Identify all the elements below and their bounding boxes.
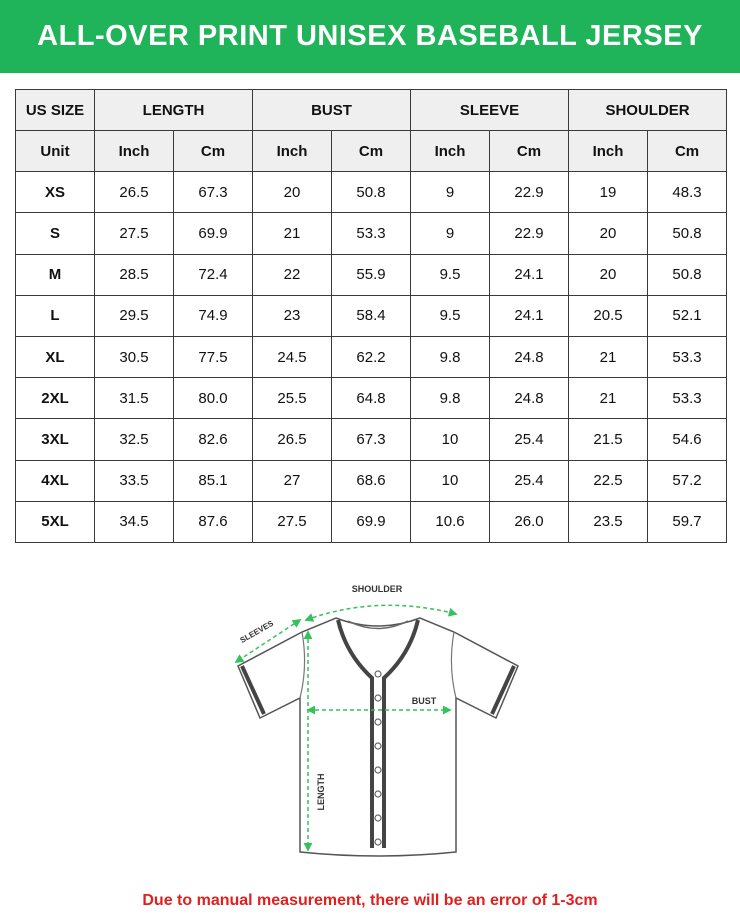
- size-chart-table: [15, 89, 727, 543]
- measurement-cell: 69.9: [332, 501, 411, 542]
- measurement-cell: 52.1: [648, 295, 727, 336]
- measurement-cell: 9: [411, 172, 490, 213]
- measurement-cell: 53.3: [332, 213, 411, 254]
- measurement-cell: 68.6: [332, 460, 411, 501]
- size-row: [16, 254, 727, 295]
- measurement-cell: 72.4: [174, 254, 253, 295]
- measurement-cell: 9.8: [411, 378, 490, 419]
- measurement-cell: 80.0: [174, 378, 253, 419]
- measurement-cell: 22.9: [490, 172, 569, 213]
- measurement-cell: 10.6: [411, 501, 490, 542]
- measurement-cell: 9: [411, 213, 490, 254]
- measurement-cell: 26.0: [490, 501, 569, 542]
- measurement-cell: 26.5: [253, 419, 332, 460]
- unit-header: Cm: [174, 131, 253, 172]
- measurement-cell: 20: [569, 254, 648, 295]
- size-row: [16, 172, 727, 213]
- measurement-cell: 23.5: [569, 501, 648, 542]
- header-sleeve: SLEEVE: [411, 90, 569, 131]
- measurement-cell: 10: [411, 460, 490, 501]
- measurement-cell: 67.3: [332, 419, 411, 460]
- length-label: LENGTH: [316, 773, 326, 811]
- unit-header: Inch: [411, 131, 490, 172]
- measurement-cell: 31.5: [95, 378, 174, 419]
- measurement-cell: 9.5: [411, 254, 490, 295]
- measurement-cell: 50.8: [332, 172, 411, 213]
- unit-header-row: [16, 131, 727, 172]
- measurement-cell: 24.5: [253, 336, 332, 377]
- size-label-cell: XS: [16, 172, 95, 213]
- size-row: [16, 295, 727, 336]
- header-length: LENGTH: [95, 90, 253, 131]
- shoulder-measure-line: [306, 605, 456, 620]
- measurement-cell: 62.2: [332, 336, 411, 377]
- size-label-cell: 5XL: [16, 501, 95, 542]
- measurement-cell: 24.8: [490, 378, 569, 419]
- measurement-cell: 28.5: [95, 254, 174, 295]
- header-shoulder: SHOULDER: [569, 90, 727, 131]
- header-bust: BUST: [253, 90, 411, 131]
- measurement-cell: 77.5: [174, 336, 253, 377]
- measurement-cell: 21: [569, 378, 648, 419]
- measurement-cell: 24.1: [490, 254, 569, 295]
- measurement-cell: 53.3: [648, 336, 727, 377]
- measurement-cell: 87.6: [174, 501, 253, 542]
- measurement-cell: 27.5: [253, 501, 332, 542]
- measurement-error-note: Due to manual measurement, there will be an error of 1-3cm: [142, 892, 598, 909]
- measurement-cell: 20: [569, 213, 648, 254]
- measurement-cell: 23: [253, 295, 332, 336]
- measurement-cell: 69.9: [174, 213, 253, 254]
- size-row: [16, 419, 727, 460]
- measurement-cell: 10: [411, 419, 490, 460]
- measurement-cell: 82.6: [174, 419, 253, 460]
- measurement-cell: 55.9: [332, 254, 411, 295]
- measurement-cell: 26.5: [95, 172, 174, 213]
- measurement-cell: 27.5: [95, 213, 174, 254]
- size-row: [16, 378, 727, 419]
- measurement-cell: 20: [253, 172, 332, 213]
- page-title: ALL-OVER PRINT UNISEX BASEBALL JERSEY: [37, 20, 703, 52]
- size-row: [16, 460, 727, 501]
- measurement-cell: 30.5: [95, 336, 174, 377]
- jersey-measurement-diagram: [220, 574, 530, 869]
- measurement-cell: 32.5: [95, 419, 174, 460]
- measurement-cell: 22.9: [490, 213, 569, 254]
- measurement-cell: 27: [253, 460, 332, 501]
- measurement-cell: 50.8: [648, 254, 727, 295]
- measurement-cell: 19: [569, 172, 648, 213]
- measurement-cell: 59.7: [648, 501, 727, 542]
- unit-header: Cm: [332, 131, 411, 172]
- measurement-cell: 22: [253, 254, 332, 295]
- measurement-cell: 21: [569, 336, 648, 377]
- measurement-cell: 21.5: [569, 419, 648, 460]
- measurement-cell: 29.5: [95, 295, 174, 336]
- size-label-cell: S: [16, 213, 95, 254]
- measurement-cell: 64.8: [332, 378, 411, 419]
- measurement-cell: 9.8: [411, 336, 490, 377]
- sleeves-label: SLEEVES: [238, 618, 275, 645]
- bust-label: BUST: [411, 696, 437, 706]
- measurement-cell: 25.4: [490, 419, 569, 460]
- measurement-cell: 85.1: [174, 460, 253, 501]
- measurement-cell: 67.3: [174, 172, 253, 213]
- measurement-cell: 21: [253, 213, 332, 254]
- size-label-cell: 4XL: [16, 460, 95, 501]
- size-label-cell: 2XL: [16, 378, 95, 419]
- title-banner: [0, 0, 740, 73]
- measurement-cell: 33.5: [95, 460, 174, 501]
- size-label-cell: L: [16, 295, 95, 336]
- size-label-cell: M: [16, 254, 95, 295]
- measurement-cell: 58.4: [332, 295, 411, 336]
- size-row: [16, 213, 727, 254]
- measurement-cell: 20.5: [569, 295, 648, 336]
- measurement-cell: 24.1: [490, 295, 569, 336]
- unit-header: Inch: [95, 131, 174, 172]
- measurement-cell: 25.4: [490, 460, 569, 501]
- size-row: [16, 336, 727, 377]
- unit-header: Inch: [569, 131, 648, 172]
- measurement-cell: 50.8: [648, 213, 727, 254]
- size-row: [16, 501, 727, 542]
- measurement-cell: 22.5: [569, 460, 648, 501]
- measurement-cell: 57.2: [648, 460, 727, 501]
- measurement-cell: 9.5: [411, 295, 490, 336]
- header-us-size: US SIZE: [16, 90, 95, 131]
- unit-header: Cm: [648, 131, 727, 172]
- shoulder-label: SHOULDER: [351, 584, 403, 594]
- measurement-cell: 53.3: [648, 378, 727, 419]
- measurement-cell: 74.9: [174, 295, 253, 336]
- unit-header: Cm: [490, 131, 569, 172]
- measurement-cell: 54.6: [648, 419, 727, 460]
- unit-header: Unit: [16, 131, 95, 172]
- measurement-cell: 25.5: [253, 378, 332, 419]
- measurement-cell: 34.5: [95, 501, 174, 542]
- unit-header: Inch: [253, 131, 332, 172]
- group-header-row: [16, 90, 727, 131]
- size-label-cell: 3XL: [16, 419, 95, 460]
- measurement-cell: 24.8: [490, 336, 569, 377]
- measurement-cell: 48.3: [648, 172, 727, 213]
- size-label-cell: XL: [16, 336, 95, 377]
